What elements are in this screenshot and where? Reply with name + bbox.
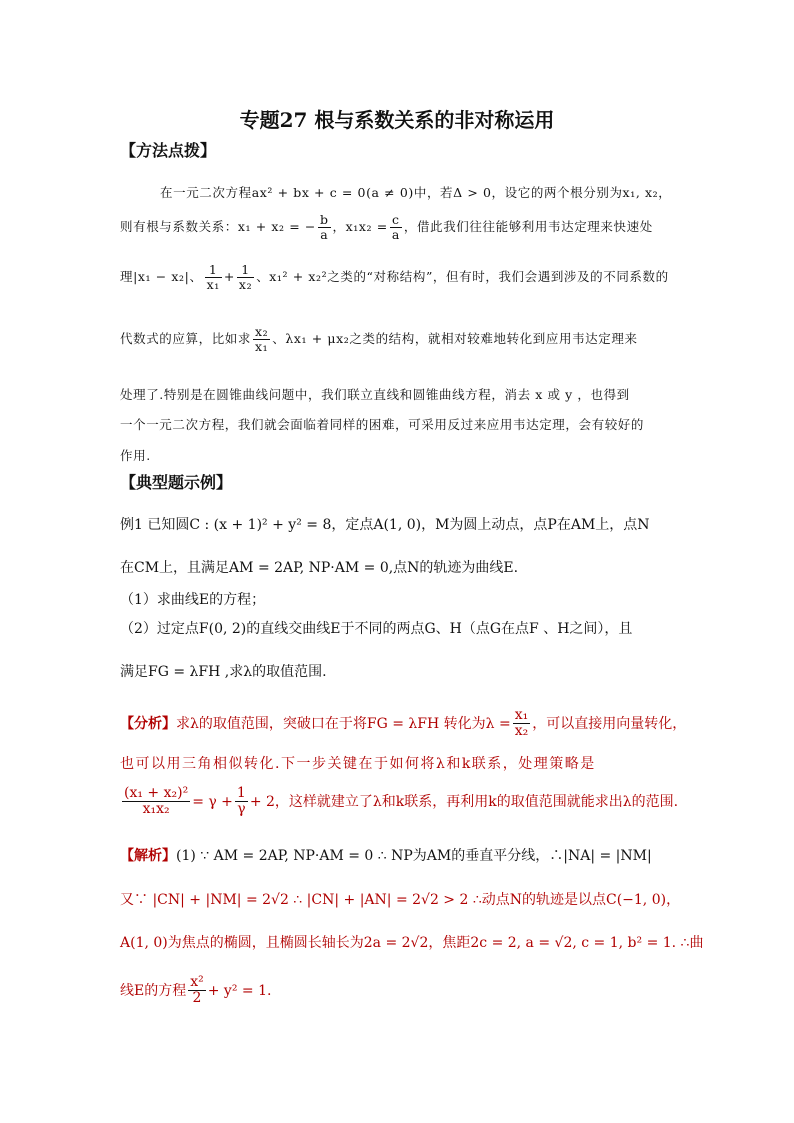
- fraction: $\frac{1}{\text{x₂}}$: [238, 262, 253, 292]
- fraction: $\frac{b}{a}$: [319, 212, 329, 242]
- analysis-line-3: $\frac{\text{(x₁ + x₂)²}}{\text{x₁x₂}}$ = γ + $\frac{1}{\gamma}$ + 2，这样就建立了λ和k联系，再利用k的取值范围就能求出λ的范围.: [124, 785, 679, 818]
- section-method-heading: 【方法点拨】: [120, 141, 217, 160]
- method-line-2: 则有根与系数关系：x₁ + x₂ = − $\frac{b}{a}$ ，x₁x₂ = $\frac{c}{a}$ ，借此我们往往能够利用韦达定理来快速处: [120, 212, 653, 242]
- analysis-tag: 【分析】: [120, 715, 176, 732]
- fraction: $\frac{1}{\text{x₁}}$: [206, 262, 220, 292]
- analysis-line-2: 也可以用三角相似转化.下一步关键在于如何将λ和k联系，处理策略是: [120, 756, 596, 772]
- method-line-6: 一个一元二次方程，我们就会面临着同样的困难，可采用反过来应用韦达定理，会有较好的: [120, 417, 645, 432]
- solution-line-3: A(1, 0)为焦点的椭圆，且椭圆长轴长为2a = 2√2，焦距2c = 2, a = √2, c = 1, b² = 1. ∴曲: [120, 935, 704, 951]
- example-line-2: 在CM上，且满足AM = 2AP, NP·AM = 0,点N的轨迹为曲线E.: [120, 560, 519, 576]
- method-line-4: 代数式的应算，比如求 $\frac{\text{x₂}}{\text{x₁}}$ 、λx₁ + μx₂之类的结构，就相对较难地转化到应用韦达定理来: [120, 324, 638, 354]
- fraction: $\frac{\text{(x₁ + x₂)²}}{\text{x₁x₂}}$: [124, 785, 189, 818]
- solution-tag: 【解析】: [120, 848, 176, 864]
- example-question-1: （1）求曲线E的方程；: [120, 592, 266, 608]
- fraction: $\frac{\text{x₁}}{\text{x₂}}$: [514, 707, 529, 740]
- solution-line-1: 【解析】(1) ∵ AM = 2AP, NP·AM = 0 ∴ NP为AM的垂直平分线，∴|NA| = |NM|: [120, 848, 652, 864]
- example-question-2: （2）过定点F(0, 2)的直线交曲线E于不同的两点G、H（点G在点F 、H之间），且: [120, 621, 633, 637]
- solution-line-4: 线E的方程 $\frac{\text{x²}}{2}$ + y² = 1.: [120, 974, 272, 1007]
- method-line-1: 在一元二次方程ax² + bx + c = 0(a ≠ 0)中，若Δ > 0，设它的两个根分别为x₁, x₂，: [160, 185, 672, 200]
- section-example-heading: 【典型题示例】: [120, 473, 233, 492]
- fraction: $\frac{c}{a}$: [391, 212, 400, 242]
- method-line-5: 处理了.特别是在圆锥曲线问题中，我们联立直线和圆锥曲线方程，消去 x 或 y ，也得到: [120, 387, 630, 402]
- fraction: $\frac{\text{x²}}{2}$: [190, 974, 204, 1007]
- method-line-7: 作用.: [120, 448, 151, 463]
- solution-line-2: 又∵ |CN| + |NM| = 2√2 ∴ |CN| + |AN| = 2√2 > 2 ∴动点N的轨迹是以点C(−1, 0)，: [120, 892, 681, 908]
- example-question-2-continued: 满足FG = λFH ,求λ的取值范围.: [120, 664, 327, 680]
- fraction: $\frac{\text{x₂}}{\text{x₁}}$: [255, 324, 269, 354]
- example-line-1: 例1 已知圆C : (x + 1)² + y² = 8，定点A(1, 0)，M为圆上动点，点P在AM上，点N: [120, 517, 650, 533]
- page-title: 专题27 根与系数关系的非对称运用: [239, 108, 555, 132]
- fraction: $\frac{1}{\gamma}$: [236, 785, 246, 818]
- analysis-line-1: 【分析】求λ的取值范围，突破口在于将FG = λFH 转化为λ = $\frac{\text{x₁}}{\text{x₂}}$ ，可以直接用向量转化，: [120, 707, 687, 740]
- method-line-3: 理|x₁ − x₂|、 $\frac{1}{\text{x₁}}$ + $\frac{1}{\text{x₂}}$ 、x₁² + x₂²之类的“对称结构”，但有时，我们会遇到涉及的不同系数的: [120, 262, 669, 292]
